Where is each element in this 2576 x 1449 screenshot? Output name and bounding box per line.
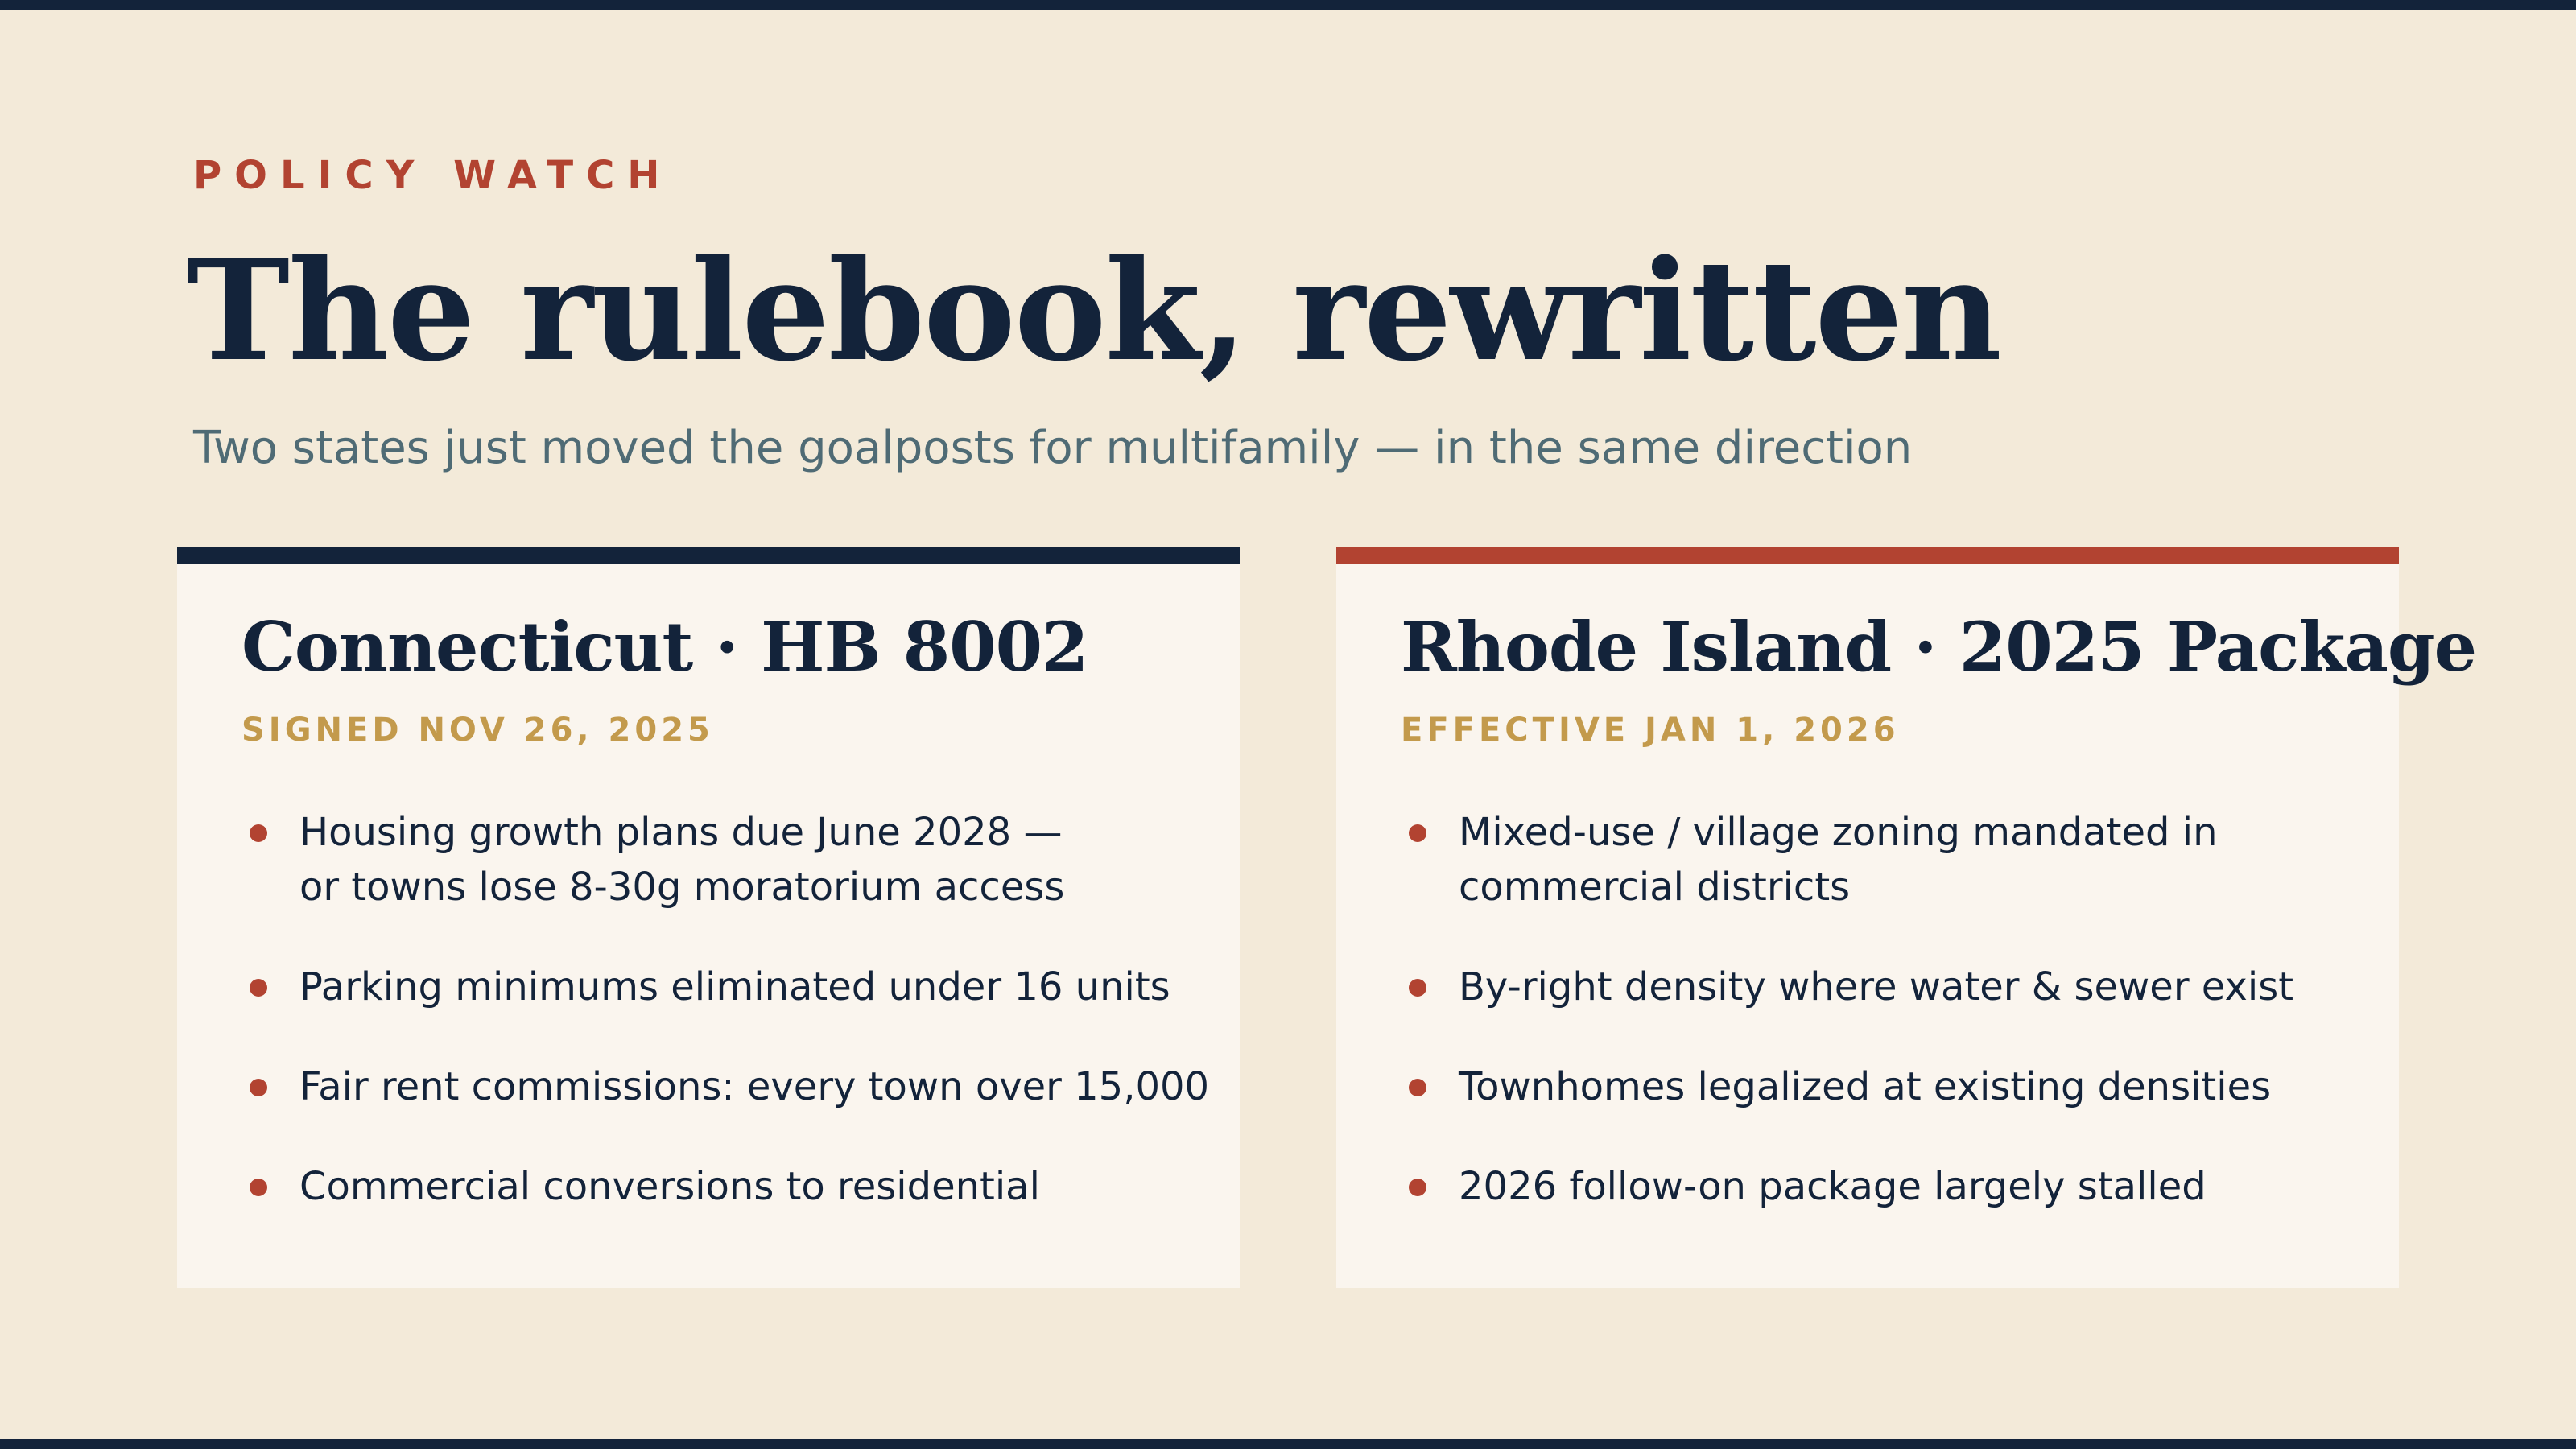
- bullet-dot-icon: [250, 824, 267, 842]
- page-title: The rulebook, rewritten: [187, 229, 2000, 392]
- section-eyebrow: POLICY WATCH: [193, 153, 673, 198]
- card-date: EFFECTIVE JAN 1, 2026: [1401, 712, 1900, 749]
- bullet-list: [1401, 805, 2293, 1259]
- bullet-item: [1401, 1159, 2293, 1214]
- bullet-item: [1401, 1059, 2293, 1114]
- top-rule: [0, 0, 2576, 10]
- bullet-item: [1401, 805, 2293, 914]
- bullet-item: [1401, 960, 2293, 1014]
- bullet-text: or towns lose 8-30g moratorium access: [299, 865, 1065, 910]
- card-title: Connecticut · HB 8002: [242, 607, 1088, 687]
- bullet-text: By-right density where water & sewer exist: [1459, 964, 2294, 1009]
- bullet-dot-icon: [250, 1079, 267, 1096]
- bullet-dot-icon: [1409, 979, 1426, 997]
- bullet-item: [242, 1059, 1209, 1114]
- card-connecticut: [177, 547, 1240, 1288]
- card-date: SIGNED NOV 26, 2025: [242, 712, 714, 749]
- bullet-item: [242, 805, 1209, 914]
- bullet-dot-icon: [1409, 1179, 1426, 1196]
- bullet-dot-icon: [250, 1179, 267, 1196]
- bullet-text: Townhomes legalized at existing densities: [1459, 1064, 2272, 1109]
- bullet-dot-icon: [1409, 1079, 1426, 1096]
- bullet-text: 2026 follow-on package largely stalled: [1459, 1164, 2207, 1209]
- bullet-dot-icon: [250, 979, 267, 997]
- bullet-text: Housing growth plans due June 2028 —: [299, 810, 1063, 855]
- bullet-dot-icon: [1409, 824, 1426, 842]
- bullet-text: Mixed-use / village zoning mandated in: [1459, 810, 2218, 855]
- bullet-text: Parking minimums eliminated under 16 units: [299, 964, 1170, 1009]
- bullet-item: [242, 960, 1209, 1014]
- page-subtitle: Two states just moved the goalposts for multifamily — in the same direction: [193, 422, 1913, 474]
- bullet-text: commercial districts: [1459, 865, 1851, 910]
- card-rhode-island: [1336, 547, 2477, 1288]
- bullet-text: Fair rent commissions: every town over 15,000: [299, 1064, 1210, 1109]
- bullet-item: [242, 1159, 1209, 1214]
- bullet-text: Commercial conversions to residential: [299, 1164, 1040, 1209]
- bullet-list: [242, 805, 1209, 1259]
- bottom-rule: [0, 1439, 2576, 1449]
- card-title: Rhode Island · 2025 Package: [1401, 607, 2477, 687]
